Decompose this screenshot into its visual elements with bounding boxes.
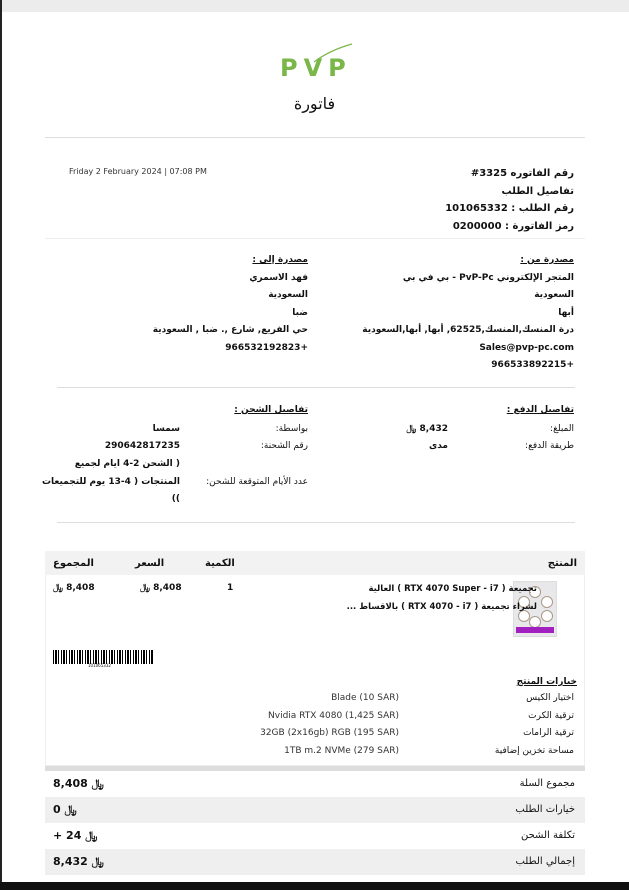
invoice-code: رمز الفاتورة : 0200000 xyxy=(452,220,574,232)
issued-to xyxy=(108,252,308,357)
shipping-days-line: المنتجات ( 4-13 يوم للتجميعات xyxy=(42,476,180,487)
window-edge xyxy=(0,0,2,890)
issued-from xyxy=(314,252,574,375)
barcode-number: 101065332 xyxy=(88,663,111,668)
totals-value: + 24 ﷼ xyxy=(53,829,98,842)
item-price: 8,408 ﷼ xyxy=(140,583,182,593)
totals-row xyxy=(45,771,585,797)
totals-label: تكلفة الشحن xyxy=(520,830,575,841)
header-qty: الكمية xyxy=(205,558,235,569)
divider xyxy=(57,522,575,523)
divider xyxy=(57,387,575,388)
from-email: Sales@pvp-pc.com xyxy=(479,342,574,353)
to-line: السعودية xyxy=(268,290,308,300)
shipping-days-value xyxy=(30,456,180,509)
totals-label: خيارات الطلب xyxy=(515,804,575,815)
option-value: Nvidia RTX 4080 (1,425 SAR) xyxy=(268,710,399,721)
totals-value: 8,432 ﷼ xyxy=(53,855,104,868)
header-total: المجموع xyxy=(53,558,94,569)
from-phone: +966533892215 xyxy=(491,360,574,370)
carrier-label: بواسطة: xyxy=(275,424,308,434)
payment-method-label: طريقة الدفع: xyxy=(525,441,574,451)
order-details-label: تفاصيل الطلب xyxy=(501,185,574,197)
totals-label: إجمالي الطلب xyxy=(515,856,575,867)
from-line: درة المنسك,المنسك,62525, أبها, أبها,السعودية xyxy=(362,325,574,335)
shipping-days-label: عدد الأيام المتوقعة للشحن: xyxy=(206,477,308,487)
from-line: أبها xyxy=(558,307,574,318)
product-name-line: تجميعة ( RTX 4070 Super - i7 ) العالية xyxy=(368,584,537,594)
invoice-info xyxy=(374,165,574,235)
totals-row xyxy=(45,849,585,875)
option-label: اختيار الكيس xyxy=(526,693,574,703)
totals-row xyxy=(45,797,585,823)
option-labels xyxy=(424,690,574,760)
totals-value: 8,408 ﷼ xyxy=(53,777,104,790)
totals-value: 0 ﷼ xyxy=(53,803,77,816)
option-value: 1TB m.2 NVMe (279 SAR) xyxy=(284,745,399,756)
option-value: 32GB (2x16gb) RGB (195 SAR) xyxy=(260,728,399,738)
divider xyxy=(45,137,585,138)
invoice-date: Friday 2 February 2024 | 07:08 PM xyxy=(69,167,207,176)
item-total: 8,408 ﷼ xyxy=(53,583,95,593)
top-bar xyxy=(0,0,629,12)
option-value: Blade (10 SAR) xyxy=(331,693,399,703)
to-heading: مصدرة إلى : xyxy=(252,255,308,265)
invoice-number: رقم الفاتوره 3325# xyxy=(470,168,574,179)
product-name[interactable] xyxy=(277,581,537,616)
payment-method-value: مدى xyxy=(428,441,448,451)
from-line: المتجر الإلكتروني PvP-Pc - بي في بي xyxy=(402,272,574,283)
pvp-logo xyxy=(280,42,354,82)
page-title: فاتورة xyxy=(293,94,336,113)
option-values xyxy=(199,690,399,760)
from-heading: مصدرة من : xyxy=(520,255,574,265)
to-phone: +966532192823 xyxy=(225,342,308,353)
divider xyxy=(45,238,585,239)
to-line: ضبا xyxy=(292,307,308,318)
header-price: السعر xyxy=(135,558,165,569)
carrier-value: سمسا xyxy=(152,424,180,434)
table-header xyxy=(45,551,585,575)
header-product: المنتج xyxy=(547,558,577,569)
barcode xyxy=(53,650,153,664)
totals-label: مجموع السلة xyxy=(519,778,575,789)
to-line: فهد الاسمري xyxy=(249,272,308,283)
svg-text:PVP: PVP xyxy=(280,54,352,82)
amount-label: المبلغ: xyxy=(550,424,574,434)
item-qty: 1 xyxy=(227,583,234,593)
to-line: حي الفريع, شارع ,. ضبا , السعودية xyxy=(152,325,308,335)
option-label: ترقية الرامات xyxy=(523,728,574,738)
shipping-days-line: ( الشحن 2-4 ايام لجميع xyxy=(74,459,180,469)
shipping-days-line: )) xyxy=(171,494,180,504)
from-line: السعودية xyxy=(534,290,574,300)
tracking-label: رقم الشحنة: xyxy=(260,441,308,451)
product-name-line: لشراء تجميعة ( RTX 4070 - i7 ) بالاقساط ... xyxy=(346,601,537,612)
order-number: رقم الطلب : 101065332 xyxy=(445,203,574,214)
tracking-number: 290642817235 xyxy=(104,441,180,451)
amount-value: 8,432 ﷼ xyxy=(406,424,448,434)
bottom-bar xyxy=(0,882,629,890)
option-label: مساحة تخزين إضافية xyxy=(494,745,574,756)
totals-row xyxy=(45,823,585,849)
payment-heading: تفاصيل الدفع : xyxy=(506,405,574,415)
product-options-heading: خيارات المنتج xyxy=(516,677,577,687)
shipping-heading: تفاصيل الشحن : xyxy=(234,405,308,415)
option-label: ترقية الكرت xyxy=(528,710,574,721)
